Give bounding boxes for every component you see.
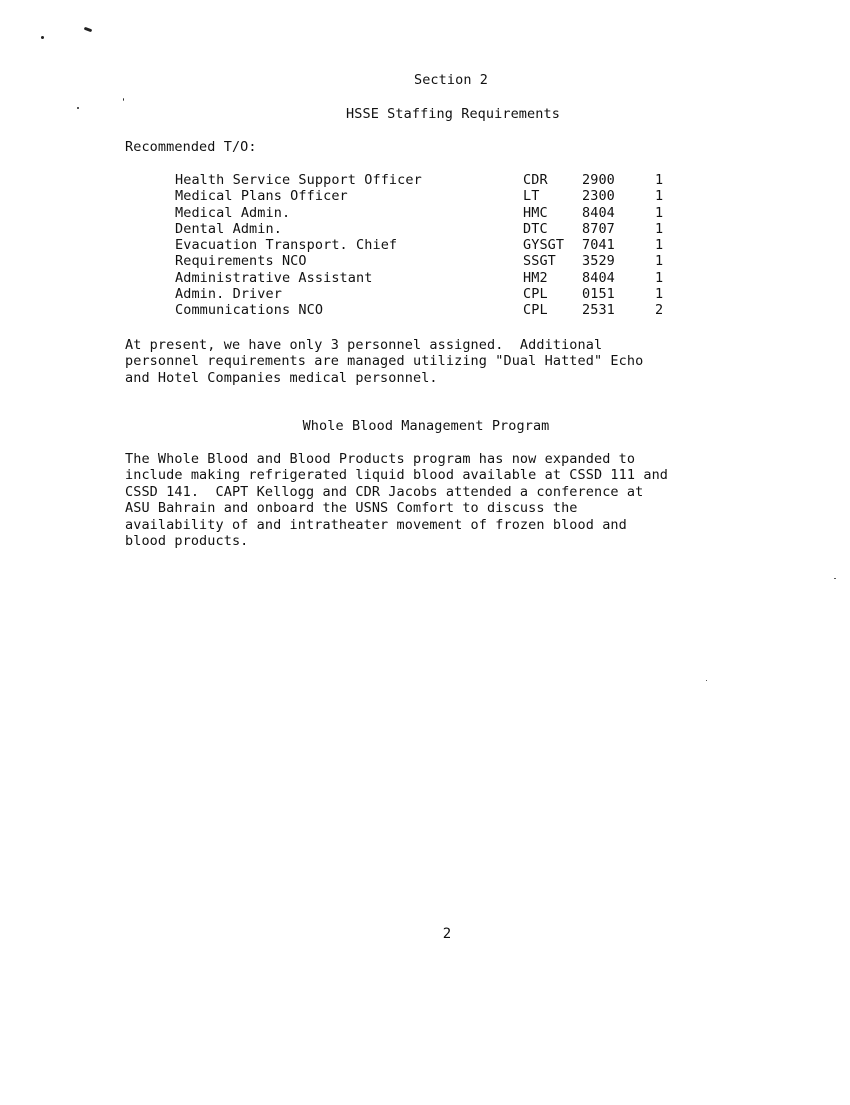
table-row <box>175 286 675 302</box>
staffing-paragraph: At present, we have only 3 personnel assigned. Additional personnel requirements are managed utilizing "Dual Hatted" Echo and Hotel Companies medical personnel. <box>125 337 644 386</box>
scan-speck <box>706 680 707 681</box>
quantity-cell: 1 <box>655 269 664 286</box>
rank-cell: DTC <box>523 220 548 237</box>
position-cell: Dental Admin. <box>175 220 282 237</box>
position-cell: Administrative Assistant <box>175 269 373 286</box>
quantity-cell: 1 <box>655 286 664 303</box>
table-row <box>175 253 675 269</box>
scan-speck <box>123 98 124 101</box>
table-row <box>175 205 675 221</box>
rank-cell: LT <box>523 188 540 205</box>
quantity-cell: 1 <box>655 253 664 270</box>
mos-cell: 2900 <box>582 172 615 188</box>
rank-cell: HMC <box>523 204 548 221</box>
quantity-cell: 1 <box>655 220 664 237</box>
rank-cell: HM2 <box>523 269 548 286</box>
position-cell: Medical Plans Officer <box>175 188 348 205</box>
position-cell: Admin. Driver <box>175 286 282 303</box>
position-cell: Medical Admin. <box>175 204 291 221</box>
rank-cell: CPL <box>523 302 548 319</box>
position-cell: Evacuation Transport. Chief <box>175 237 398 254</box>
mos-cell: 2300 <box>582 188 615 205</box>
mos-cell: 0151 <box>582 286 615 303</box>
staffing-table <box>175 172 675 319</box>
table-row <box>175 302 675 318</box>
position-cell: Health Service Support Officer <box>175 172 422 188</box>
scan-speck <box>834 578 836 579</box>
mos-cell: 8404 <box>582 269 615 286</box>
position-cell: Communications NCO <box>175 302 324 319</box>
page-title: HSSE Staffing Requirements <box>346 106 560 122</box>
table-row <box>175 172 675 188</box>
quantity-cell: 1 <box>655 237 664 254</box>
position-cell: Requirements NCO <box>175 253 307 270</box>
table-row <box>175 221 675 237</box>
mos-cell: 8404 <box>582 204 615 221</box>
mos-cell: 2531 <box>582 302 615 319</box>
table-row <box>175 237 675 253</box>
scan-speck <box>41 36 44 39</box>
section-label: Section 2 <box>413 72 489 88</box>
mos-cell: 7041 <box>582 237 615 254</box>
mos-cell: 3529 <box>582 253 615 270</box>
whole-blood-paragraph: The Whole Blood and Blood Products program has now expanded to include making refrigerated liquid blood available at CSSD 111 and CSSD 141. CAPT Kellogg and CDR Jacobs attended a conference at ASU Bahrain and onboard the USNS Comfort to discuss the availability of and intratheater movement of frozen blood and blood products. <box>125 451 669 550</box>
page-number: 2 <box>442 926 452 942</box>
rank-cell: CDR <box>523 172 548 188</box>
rank-cell: GYSGT <box>523 237 565 254</box>
recommended-to-label: Recommended T/O: <box>125 139 257 155</box>
scan-speck <box>84 27 93 33</box>
section-subheading: Whole Blood Management Program <box>302 418 550 434</box>
quantity-cell: 1 <box>655 188 664 205</box>
quantity-cell: 2 <box>655 302 664 319</box>
quantity-cell: 1 <box>655 204 664 221</box>
table-row <box>175 270 675 286</box>
mos-cell: 8707 <box>582 220 615 237</box>
quantity-cell: 1 <box>655 172 664 188</box>
table-row <box>175 188 675 204</box>
rank-cell: CPL <box>523 286 548 303</box>
rank-cell: SSGT <box>523 253 556 270</box>
